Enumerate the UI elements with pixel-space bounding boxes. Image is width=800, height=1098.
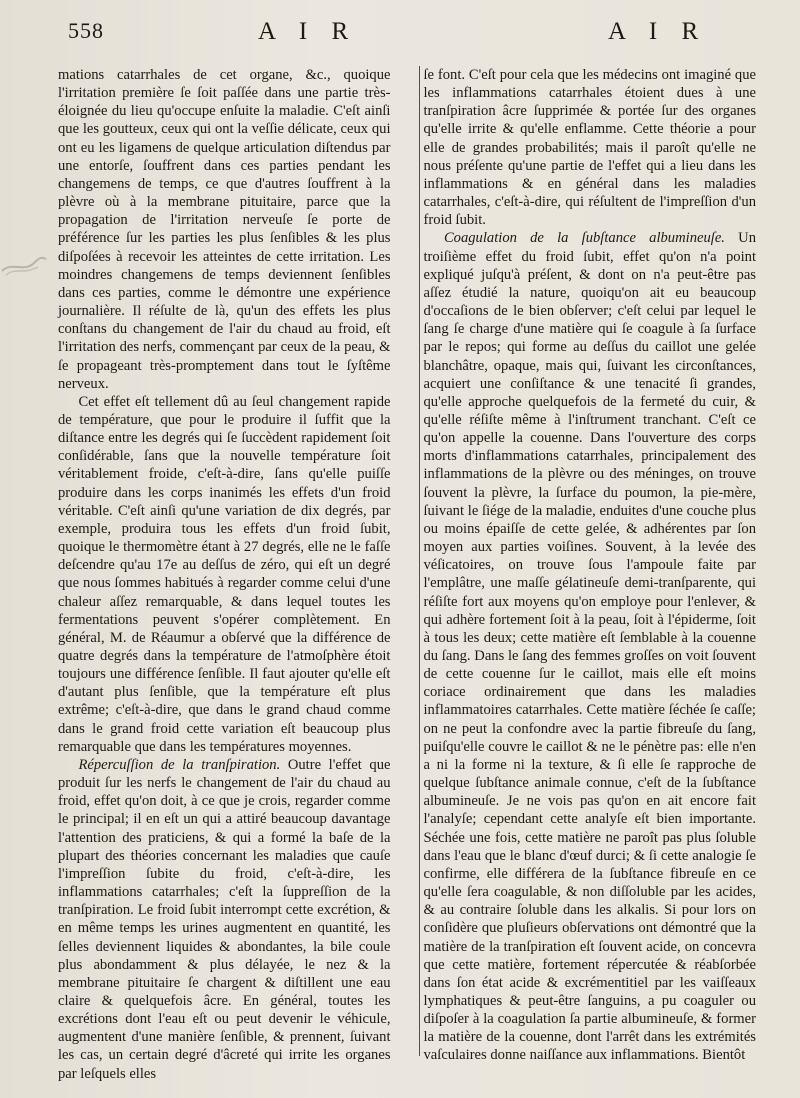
right-paragraph-1: ſe font. C'eſt pour cela que les médecins ont imaginé que les inflammations catarrhales étoient dues à une tranſpiration âcre ſupprimée & portée ſur des organes qu'elle irrite & qu'elle enflamme. Cette théorie a pour elle de grandes probabilités; mais il paroît qu'elle ne nous préſente qu'une partie de l'effet qui a lieu dans les inflammations & en général dans les maladies catarrhales, c'eſt-à-dire, qui réſultent de l'impreſſion d'un froid ſubit.: [423, 67, 756, 229]
left-paragraph-1: mations catarrhales de cet organe, &c., quoique l'irritation première ſe ſoit paſſée dans une partie très-éloignée du lieu qu'occupe enſuite la maladie. C'eſt ainſi que les goutteux, ceux qui ont la veſſie délicate, ceux qui ont eu les ligamens de quelque articulation diſtendus par une entorſe, ſouffrent dans ces parties pendant les changemens de temps, ce que d'autres ſouffrent à la plèvre où à la membrane pituitaire, parce que la propagation de l'irritation nerveuſe ſe porte de préférence ſur les parties les plus ſenſibles & les plus diſpoſées à recevoir les atteintes de cette irritation. Les moindres changemens de temps deviennent ſenſibles dans ces parties, comme le démontre une expérience journalière. Il réſulte de là, qu'un des effets les plus conſtans du changement de l'air du chaud au froid, eſt l'irritation des nerfs, commençant par ceux de la peau, & ſe propageant très-promptement dans tout le ſyſtême nerveux.: [58, 67, 391, 392]
section-heading-repercussion: Répercuſſion de la tranſpiration.: [78, 756, 281, 773]
right-paragraph-2: [424, 229, 757, 1064]
left-column: [58, 66, 391, 1083]
page-header: [58, 18, 756, 48]
ink-smear-mark: [0, 255, 48, 277]
right-paragraph-2-body: Un troiſième effet du froid ſubit, effet qu'on n'a point expliqué juſqu'à préſent, & dont on n'a peut-être pas aſſez étudié la nature, quoiqu'on ait eu beaucoup d'occaſions de le bien obſerver; c'eſt celui par lequel le ſang ſe charge d'une matière qui ſe coagule à ſa ſurface par le repos; qui forme au deſſus du caillot une gelée blanchâtre, opaque, mais qui, ſuivant les circonſtances, acquiert une conſiſtance & une tenacité ſi grandes, qu'elle approche quelquefois de la fermeté du cuir, & qu'elle réſiſte même à l'inſtrument tranchant. C'eſt ce qu'on appelle la couenne. Dans l'ouverture des corps morts d'inflammations catarrhales, principalement des inflammations de la plèvre ou des méninges, on trouve ſouvent la plèvre, la ſurface du poumon, la pie-mère, ſuivant le ſiége de la maladie, enduites d'une couche plus ou moins épaiſſe de cette gelée, & adhérentes par ſon moyen aux parties voiſines. Souvent, à la levée des véſicatoires, on trouve ſous l'ampoule faite par l'emplâtre, une maſſe gélatineuſe demi-tranſparente, qui réſiſte fort aux moyens qu'on employe pour l'enlever, & qui adhère fortement ſoit à la peau, ſoit à l'épiderme, ſoit à tous les deux; cette matière eſt ſemblable à la couenne du ſang. Dans le ſang des femmes groſſes on voit ſouvent de cette couenne ſur le caillot, mais elle eſt moins coriace ordinairement que dans les maladies inflammatoires catarrhales. Cette matière ſéchée ſe caſſe; on ne peut la confondre avec la partie fibreuſe du ſang, puiſqu'elle couvre le caillot & ne le pénètre pas: elle n'en a ni la forme ni la texture, & ſi elle ſe rapproche de quelque ſubſtance animale connue, c'eſt de la ſubſtance albumineuſe. Je ne vois pas qu'on en ait encore fait l'analyſe; cependant cette analyſe eſt bien importante. Séchée une fois, cette matière ne paroît pas plus ſoluble dans l'eau que le blanc d'œuf durci; & ſi cette analogie ſe confirme, elle différera de la ſubſtance fibreuſe en ce qu'elle ſera coagulable, & non diſſoluble par les acides, & au contraire ſoluble dans les alkalis. Si pour lors on conſidère que pluſieurs obſervations ont démontré que la matière de la tranſpiration eſt ſouvent acide, on concevra que cette matière, fortement répercutée & réabſorbée dans ſon état acide & excrémentitiel par les vaiſſeaux lymphatiques & peut-être ſanguins, a pu coaguler ou diſpoſer à la coagulation ſa partie albumineuſe, & former la matière de la couenne, dont l'arrêt dans les extrémités vaſculaires donne naiſſance aux inflammations. Bientôt: [423, 230, 756, 1064]
running-head-right: A I R: [608, 18, 708, 45]
left-paragraph-3: [58, 756, 391, 1083]
left-paragraph-3-body: Outre l'effet que produit ſur les nerfs le changement de l'air du chaud au froid, effet qu'on doit, à ce que je crois, regarder comme le principal; il en eſt un qui a attiré beaucoup davantage l'attention des praticiens, & qui a formé la baſe de la plupart des théories concernant les maladies que cauſe l'impreſſion ſubite du froid, c'eſt-à-dire, les inflammations catarrhales; c'eſt la ſuppreſſion de la tranſpiration. Le froid ſubit interrompt cette excrétion, & en même temps les urines augmentent en quantité, les ſelles deviennent liquides & abondantes, la bile coule plus abondamment & plus délayée, le nez & la membrane pituitaire ſe chargent & diſtillent une eau claire & quelquefois âcre. En général, toutes les excrétions dont l'eau eſt ou peut devenir le véhicule, augmentent d'une manière ſenſible, & prennent, ſuivant les cas, un certain degré d'âcreté qui irrite les organes par leſquels elles: [58, 756, 391, 1082]
running-head-left: A I R: [258, 18, 358, 45]
column-divider: [419, 66, 420, 1056]
text-columns: [58, 66, 756, 1083]
left-paragraph-2: Cet effet eſt tellement dû au ſeul changement rapide de température, que pour le produire il ſuffit que la diſtance entre les degrés qui ſe ſuccèdent rapidement ſoit conſidérable, ſans que la nouvelle température ſoit véritablement froide, c'eſt-à-dire, ſans qu'elle puiſſe produire dans les corps inanimés les effets d'un froid véritable. C'eſt ainſi qu'une variation de dix degrés, par exemple, produira tous les effets d'un froid ſubit, quoique le thermomètre étant à 27 degrés, elle ne le faſſe deſcendre qu'au 17e au deſſus de zéro, qui eſt un degré que nous ſommes habitués à regarder comme celui d'une chaleur aſſez remarquable, & dans lequel toutes les fermentations peuvent s'opérer complètement. En général, M. de Réaumur a obſervé que la différence de quatre degrés dans la température de l'atmoſphère étoit toujours une différence ſenſible. Il faut ajouter qu'elle eſt d'autant plus ſenſible, que la température eſt plus extrême; c'eſt-à-dire, que dans le grand chaud comme dans le grand froid cette variation eſt beaucoup plus remarquable que dans les températures moyennes.: [58, 393, 391, 755]
page-number: 558: [68, 18, 104, 43]
right-column: [424, 66, 757, 1083]
section-heading-coagulation: Coagulation de la ſubſtance albumineuſe.: [443, 230, 725, 247]
